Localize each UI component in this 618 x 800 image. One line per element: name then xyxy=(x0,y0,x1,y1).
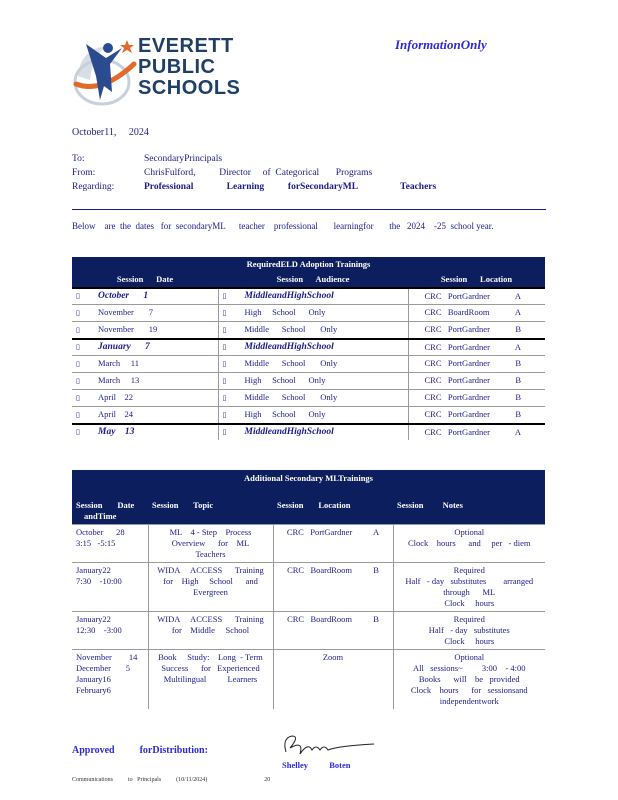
row-date: ▯ March 13 xyxy=(72,373,218,390)
bullet-icon: ▯ xyxy=(76,326,80,334)
row-audience: ▯ MiddleandHighSchool xyxy=(218,339,408,356)
row-date-time: January22 12:30 -3:00 xyxy=(72,612,148,650)
table1-row xyxy=(72,305,545,322)
row-location: CRC PortGardner A xyxy=(408,339,545,356)
logo-wordmark: EVERETT PUBLIC SCHOOLS xyxy=(138,35,241,99)
bullet-icon: ▯ xyxy=(76,428,80,436)
row-date: ▯ April 22 xyxy=(72,390,218,407)
row-audience: ▯ High School Only xyxy=(218,373,408,390)
row-date-time: January22 7:30 -10:00 xyxy=(72,563,148,612)
information-only-label: InformationOnly xyxy=(395,37,487,52)
row-audience: ▯ MiddleandHighSchool xyxy=(218,424,408,440)
required-trainings-table xyxy=(72,257,545,440)
table2-spacer xyxy=(72,486,545,498)
regarding-value: Professional Learning forSecondaryML Teachers xyxy=(144,182,437,192)
col-session-audience: Session Audience xyxy=(276,274,350,284)
signature-image xyxy=(278,730,378,760)
row-location: CRC PortGardner A xyxy=(408,288,545,305)
row-notes: Optional All sessions~ 3:00 - 4:00 Books will be provided Clock hours for sessionsand independentwork xyxy=(393,650,545,710)
bullet-icon: ▯ xyxy=(222,411,227,419)
table1-row xyxy=(72,390,545,407)
row-location: CRC PortGardner B xyxy=(408,390,545,407)
to-value: SecondaryPrincipals xyxy=(144,154,223,164)
row-topic: WIDA ACCESS Training for High School and Evergreen xyxy=(148,563,273,612)
from-label: From: xyxy=(72,168,96,178)
to-label: To: xyxy=(72,154,85,164)
bullet-icon: ▯ xyxy=(222,377,227,385)
row-date: ▯ April 24 xyxy=(72,407,218,425)
row-audience: ▯ High School Only xyxy=(218,305,408,322)
table1-title: RequiredELD Adoption Trainings xyxy=(246,259,371,269)
regarding-label: Regarding: xyxy=(72,182,115,192)
row-notes: Optional Clock hours and per - diem xyxy=(393,525,545,563)
logo-emblem-icon xyxy=(72,36,138,110)
bullet-icon: ▯ xyxy=(76,394,80,402)
row-audience: ▯ Middle School Only xyxy=(218,390,408,407)
row-date: ▯ January 7 xyxy=(72,339,218,356)
table1-row xyxy=(72,424,545,440)
row-topic: Book Study: Long - Term Success for Experienced Multilingual Learners xyxy=(148,650,273,710)
table1-row xyxy=(72,407,545,425)
row-date-time: November 14 December 5 January16 February6 xyxy=(72,650,148,710)
row-date: ▯ November 19 xyxy=(72,322,218,340)
row-location: CRC PortGardner B xyxy=(408,356,545,373)
intro-paragraph: Below are the dates for secondaryML teacher professional learningfor the 2024 -25 school year. xyxy=(72,221,494,231)
table1-row xyxy=(72,322,545,340)
table1-row xyxy=(72,288,545,305)
table1-row xyxy=(72,356,545,373)
row-topic: WIDA ACCESS Training for Middle School xyxy=(148,612,273,650)
bullet-icon: ▯ xyxy=(222,292,227,300)
divider xyxy=(72,209,546,210)
table2-row xyxy=(72,563,545,612)
col-notes: Session Notes xyxy=(397,500,463,510)
table2-title: Additional Secondary MLTrainings xyxy=(244,473,373,483)
bullet-icon: ▯ xyxy=(222,309,227,317)
row-date: ▯ October 1 xyxy=(72,288,218,305)
bullet-icon: ▯ xyxy=(222,394,227,402)
col-session-location: Session Location xyxy=(440,274,513,284)
row-date-time: October 28 3:15 -5:15 xyxy=(72,525,148,563)
bullet-icon: ▯ xyxy=(76,411,80,419)
row-notes: Required Half - day substitutes arranged through ML Clock hours xyxy=(393,563,545,612)
bullet-icon: ▯ xyxy=(76,343,80,351)
bullet-icon: ▯ xyxy=(76,309,80,317)
from-value: ChrisFulford, Director of Categorical Programs xyxy=(144,168,373,178)
row-location: CRC BoardRoom A xyxy=(408,305,545,322)
additional-trainings-table xyxy=(72,470,545,709)
bullet-icon: ▯ xyxy=(222,326,227,334)
table2-row xyxy=(72,525,545,563)
col-location: Session Location xyxy=(277,500,351,510)
row-location: CRC PortGardner A xyxy=(408,424,545,440)
row-location: CRC PortGardner A xyxy=(273,525,393,563)
approved-for-distribution: Approved forDistribution: xyxy=(72,745,208,756)
row-date: ▯ May 13 xyxy=(72,424,218,440)
row-audience: ▯ MiddleandHighSchool xyxy=(218,288,408,305)
bullet-icon: ▯ xyxy=(76,377,80,385)
row-date: ▯ November 7 xyxy=(72,305,218,322)
bullet-icon: ▯ xyxy=(222,360,227,368)
district-logo xyxy=(72,36,252,110)
bullet-icon: ▯ xyxy=(76,292,80,300)
table1-row xyxy=(72,373,545,390)
row-location: CRC BoardRoom B xyxy=(273,612,393,650)
table1-row xyxy=(72,339,545,356)
bullet-icon: ▯ xyxy=(222,343,227,351)
table2-row xyxy=(72,612,545,650)
row-date: ▯ March 11 xyxy=(72,356,218,373)
row-topic: ML 4 - Step Process Overview for ML Teachers xyxy=(148,525,273,563)
col-date-time: Session Date andTime xyxy=(76,500,135,521)
row-location: CRC BoardRoom B xyxy=(273,563,393,612)
row-audience: ▯ Middle School Only xyxy=(218,356,408,373)
row-location: Zoom xyxy=(273,650,393,710)
row-location: CRC PortGardner B xyxy=(408,407,545,425)
page-footer: Communications to Principals (10/11/2024) 20 xyxy=(72,777,271,783)
memo-date: October11, 2024 xyxy=(72,127,149,138)
signer-name: Shelley Boten xyxy=(282,760,351,770)
table2-row xyxy=(72,650,545,710)
row-location: CRC PortGardner B xyxy=(408,373,545,390)
row-location: CRC PortGardner B xyxy=(408,322,545,340)
col-session-date: Session Date xyxy=(116,274,174,284)
row-notes: Required Half - day substitutes Clock hours xyxy=(393,612,545,650)
col-topic: Session Topic xyxy=(152,500,214,510)
row-audience: ▯ High School Only xyxy=(218,407,408,425)
bullet-icon: ▯ xyxy=(222,428,227,436)
bullet-icon: ▯ xyxy=(76,360,80,368)
row-audience: ▯ Middle School Only xyxy=(218,322,408,340)
